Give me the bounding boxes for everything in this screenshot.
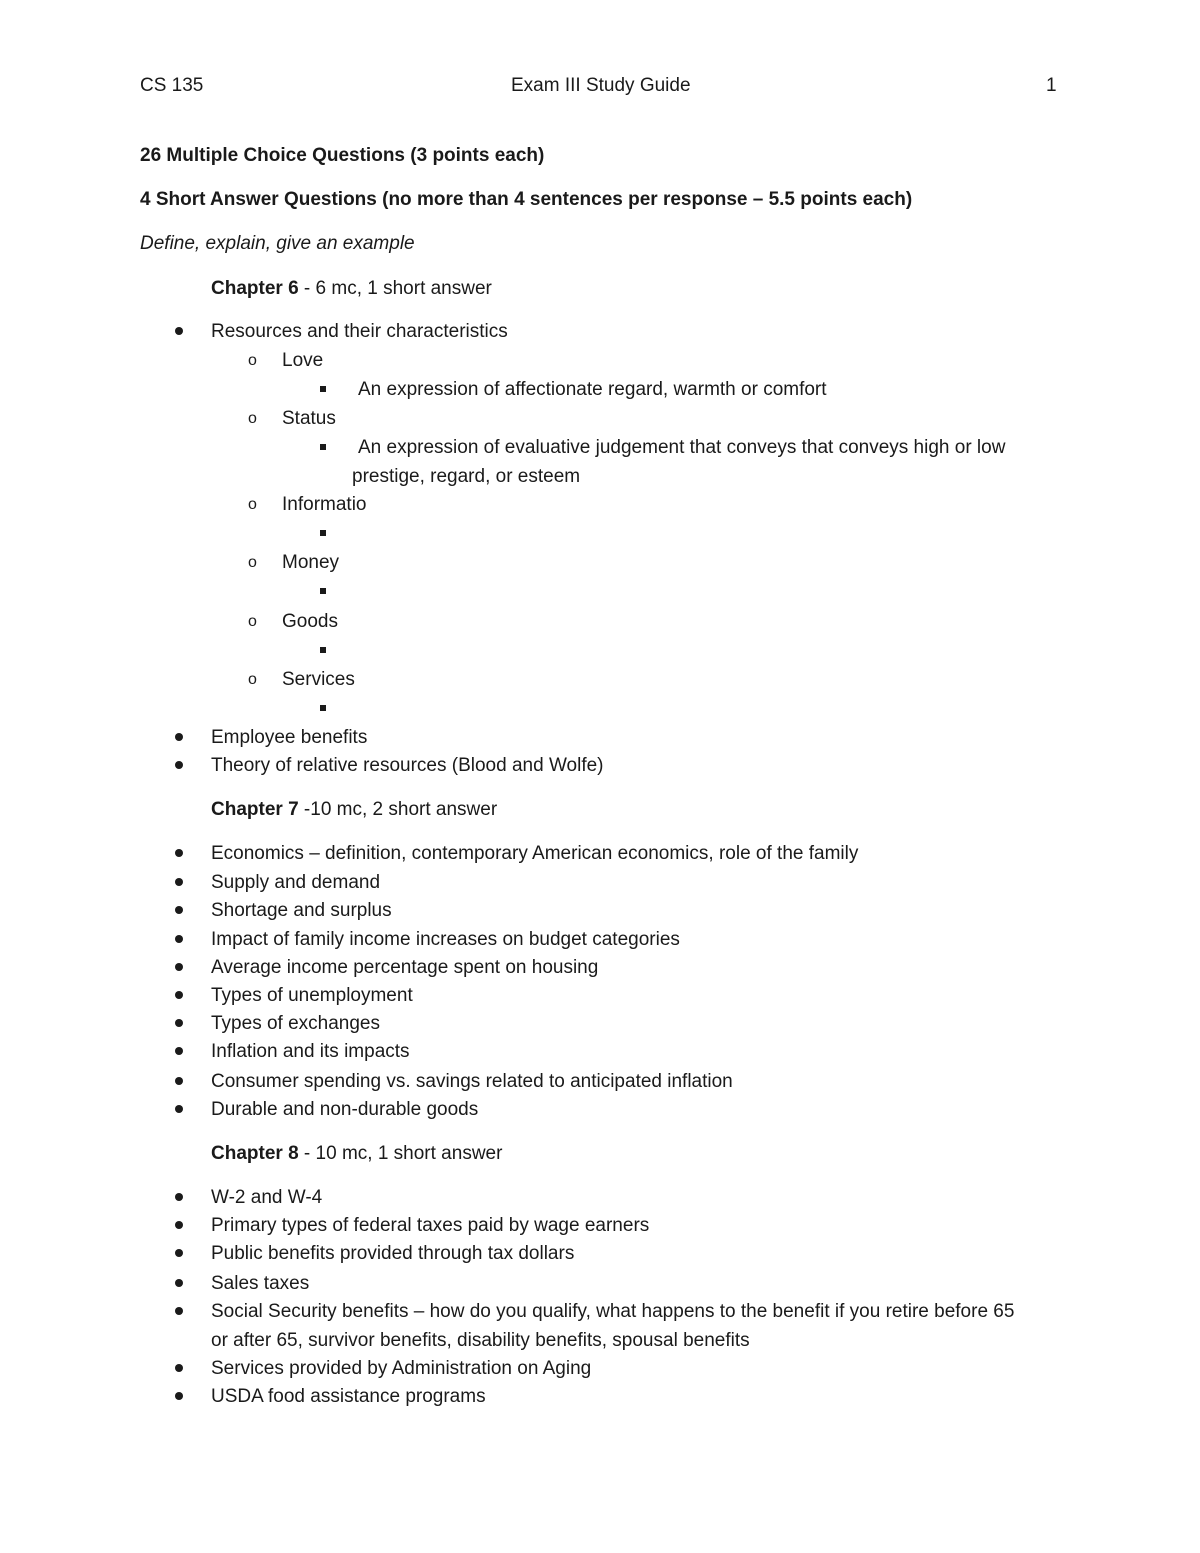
exam-instructions: Define, explain, give an example — [140, 233, 415, 254]
list-item: Types of exchanges — [211, 1013, 380, 1034]
header-title: Exam III Study Guide — [511, 75, 691, 96]
bullet-icon — [175, 1249, 183, 1257]
list-item: Durable and non-durable goods — [211, 1099, 479, 1120]
exam-info-mc: 26 Multiple Choice Questions (3 points each) — [140, 145, 545, 166]
bullet-icon — [175, 1392, 183, 1400]
sub-sub-list-item: An expression of evaluative judgement that conveys that conveys high or low — [358, 437, 1006, 458]
bullet-icon — [175, 1279, 183, 1287]
list-item: Economics – definition, contemporary American economics, role of the family — [211, 843, 859, 864]
sub-list-item: Goods — [282, 611, 338, 632]
circle-bullet-icon: o — [248, 671, 257, 688]
circle-bullet-icon: o — [248, 496, 257, 513]
header-page-number: 1 — [1046, 75, 1057, 96]
list-item: Resources and their characteristics — [211, 321, 508, 342]
bullet-icon — [175, 1077, 183, 1085]
square-bullet-icon — [320, 444, 326, 450]
list-item: Services provided by Administration on Aging — [211, 1358, 592, 1379]
list-item: Theory of relative resources (Blood and Wolfe) — [211, 755, 604, 776]
bullet-icon — [175, 1221, 183, 1229]
list-item: Sales taxes — [211, 1273, 310, 1294]
list-item: Shortage and surplus — [211, 900, 392, 921]
sub-list-item: Love — [282, 350, 324, 371]
sub-list-item: Services — [282, 669, 355, 690]
list-item: Inflation and its impacts — [211, 1041, 410, 1062]
sub-list-item: Money — [282, 552, 340, 573]
bullet-icon — [175, 935, 183, 943]
circle-bullet-icon: o — [248, 352, 257, 369]
list-item: Supply and demand — [211, 872, 381, 893]
bullet-icon — [175, 906, 183, 914]
square-bullet-icon — [320, 647, 326, 653]
sub-sub-list-item-continuation: prestige, regard, or esteem — [352, 466, 581, 487]
bullet-icon — [175, 849, 183, 857]
bullet-icon — [175, 1019, 183, 1027]
list-item: USDA food assistance programs — [211, 1386, 486, 1407]
list-item: Employee benefits — [211, 727, 368, 748]
sub-list-item: Informatio — [282, 494, 367, 515]
chapter-detail: -10 mc, 2 short answer — [298, 799, 498, 820]
circle-bullet-icon: o — [248, 554, 257, 571]
header-course: CS 135 — [140, 75, 204, 96]
bullet-icon — [175, 1105, 183, 1113]
bullet-icon — [175, 1307, 183, 1315]
list-item: Impact of family income increases on budget categories — [211, 929, 680, 950]
chapter-detail: - 6 mc, 1 short answer — [298, 278, 492, 299]
list-item: Consumer spending vs. savings related to anticipated inflation — [211, 1071, 733, 1092]
list-item: Public benefits provided through tax dollars — [211, 1243, 575, 1264]
circle-bullet-icon: o — [248, 613, 257, 630]
bullet-icon — [175, 733, 183, 741]
list-item-continuation: or after 65, survivor benefits, disability benefits, spousal benefits — [211, 1330, 750, 1351]
chapter-label: Chapter 6 — [211, 278, 299, 299]
bullet-icon — [175, 878, 183, 886]
chapter-label: Chapter 8 — [211, 1143, 299, 1164]
exam-info-sa: 4 Short Answer Questions (no more than 4 sentences per response – 5.5 points each) — [140, 189, 913, 210]
list-item: W-2 and W-4 — [211, 1187, 323, 1208]
list-item: Primary types of federal taxes paid by wage earners — [211, 1215, 650, 1236]
chapter-heading — [211, 799, 497, 821]
sub-list-item: Status — [282, 408, 336, 429]
bullet-icon — [175, 327, 183, 335]
sub-sub-list-item: An expression of affectionate regard, warmth or comfort — [358, 379, 827, 400]
chapter-label: Chapter 7 — [211, 799, 299, 820]
list-item: Types of unemployment — [211, 985, 413, 1006]
list-item: Social Security benefits – how do you qualify, what happens to the benefit if you retire before 65 — [211, 1301, 1015, 1322]
square-bullet-icon — [320, 386, 326, 392]
square-bullet-icon — [320, 705, 326, 711]
square-bullet-icon — [320, 530, 326, 536]
bullet-icon — [175, 991, 183, 999]
circle-bullet-icon: o — [248, 410, 257, 427]
bullet-icon — [175, 1047, 183, 1055]
bullet-icon — [175, 963, 183, 971]
bullet-icon — [175, 1193, 183, 1201]
chapter-heading — [211, 1143, 502, 1165]
square-bullet-icon — [320, 588, 326, 594]
bullet-icon — [175, 761, 183, 769]
chapter-detail: - 10 mc, 1 short answer — [298, 1143, 503, 1164]
list-item: Average income percentage spent on housing — [211, 957, 599, 978]
chapter-heading — [211, 278, 492, 300]
bullet-icon — [175, 1364, 183, 1372]
